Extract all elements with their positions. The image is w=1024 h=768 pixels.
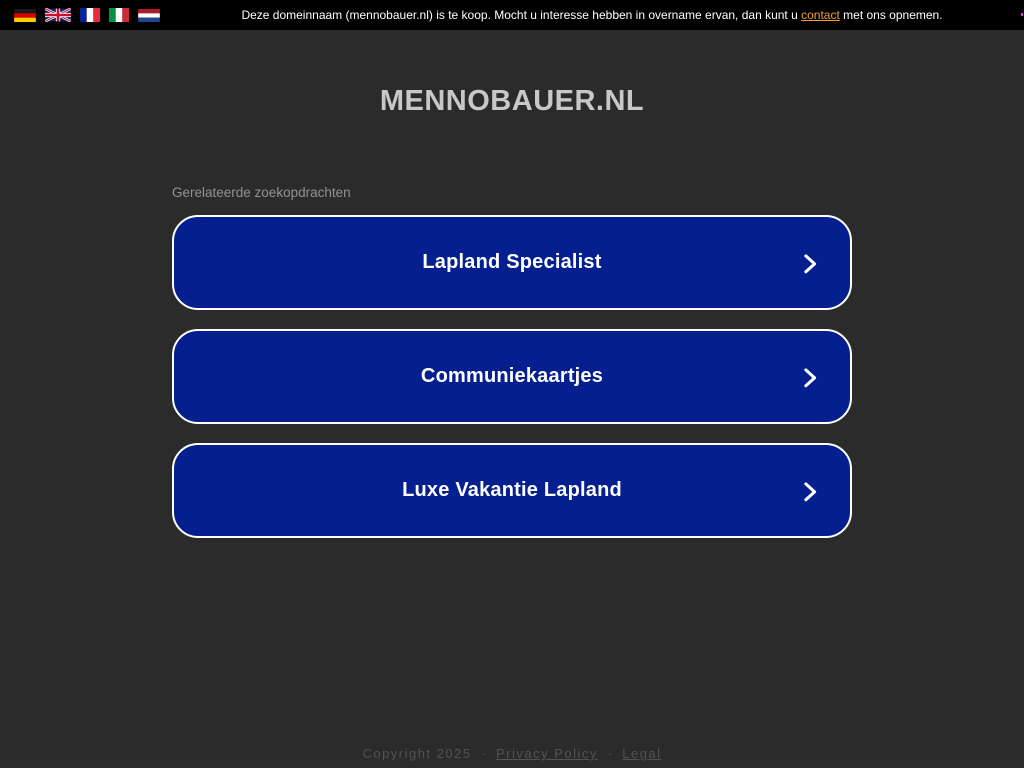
related-search-button-label: Luxe Vakantie Lapland [402,479,622,501]
page-title: MENNOBAUER.NL [379,85,645,117]
domain-sale-banner [0,0,1024,30]
flag-italy-icon[interactable] [109,8,129,22]
chevron-right-icon [800,249,820,277]
related-search-button-label: Lapland Specialist [422,251,602,273]
related-search-button-label: Communiekaartjes [420,365,604,387]
legal-link[interactable]: Legal [622,746,662,761]
flag-france-icon[interactable] [80,8,100,22]
footer [0,746,1024,761]
chevron-right-icon [800,477,820,505]
privacy-policy-link[interactable]: Privacy Policy [495,746,598,761]
related-search-button-communiekaartjes[interactable] [172,329,852,424]
related-search-button-lapland-specialist[interactable] [172,215,852,310]
flag-united-kingdom-icon[interactable] [45,8,71,22]
related-search-button-luxe-vakantie-lapland[interactable] [172,443,852,538]
related-searches-label: Gerelateerde zoekopdrachten [172,185,351,200]
chevron-right-icon [800,363,820,391]
footer-separator: · [481,746,486,761]
related-searches-section [172,185,852,538]
for-sale-message-after: met ons opnemen. [839,8,943,22]
screen-pixel-artifact [1021,13,1023,16]
language-flag-list [14,8,160,22]
contact-link[interactable]: contact [801,8,840,22]
flag-germany-icon[interactable] [14,9,36,22]
copyright-text: Copyright 2025 [362,746,472,761]
footer-separator: · [607,746,613,761]
for-sale-message [160,0,1024,30]
flag-netherlands-icon[interactable] [138,9,160,22]
for-sale-message-before: Deze domeinnaam (mennobauer.nl) is te koop. Mocht u interesse hebben in overname ervan, dan kunt u [241,8,802,22]
